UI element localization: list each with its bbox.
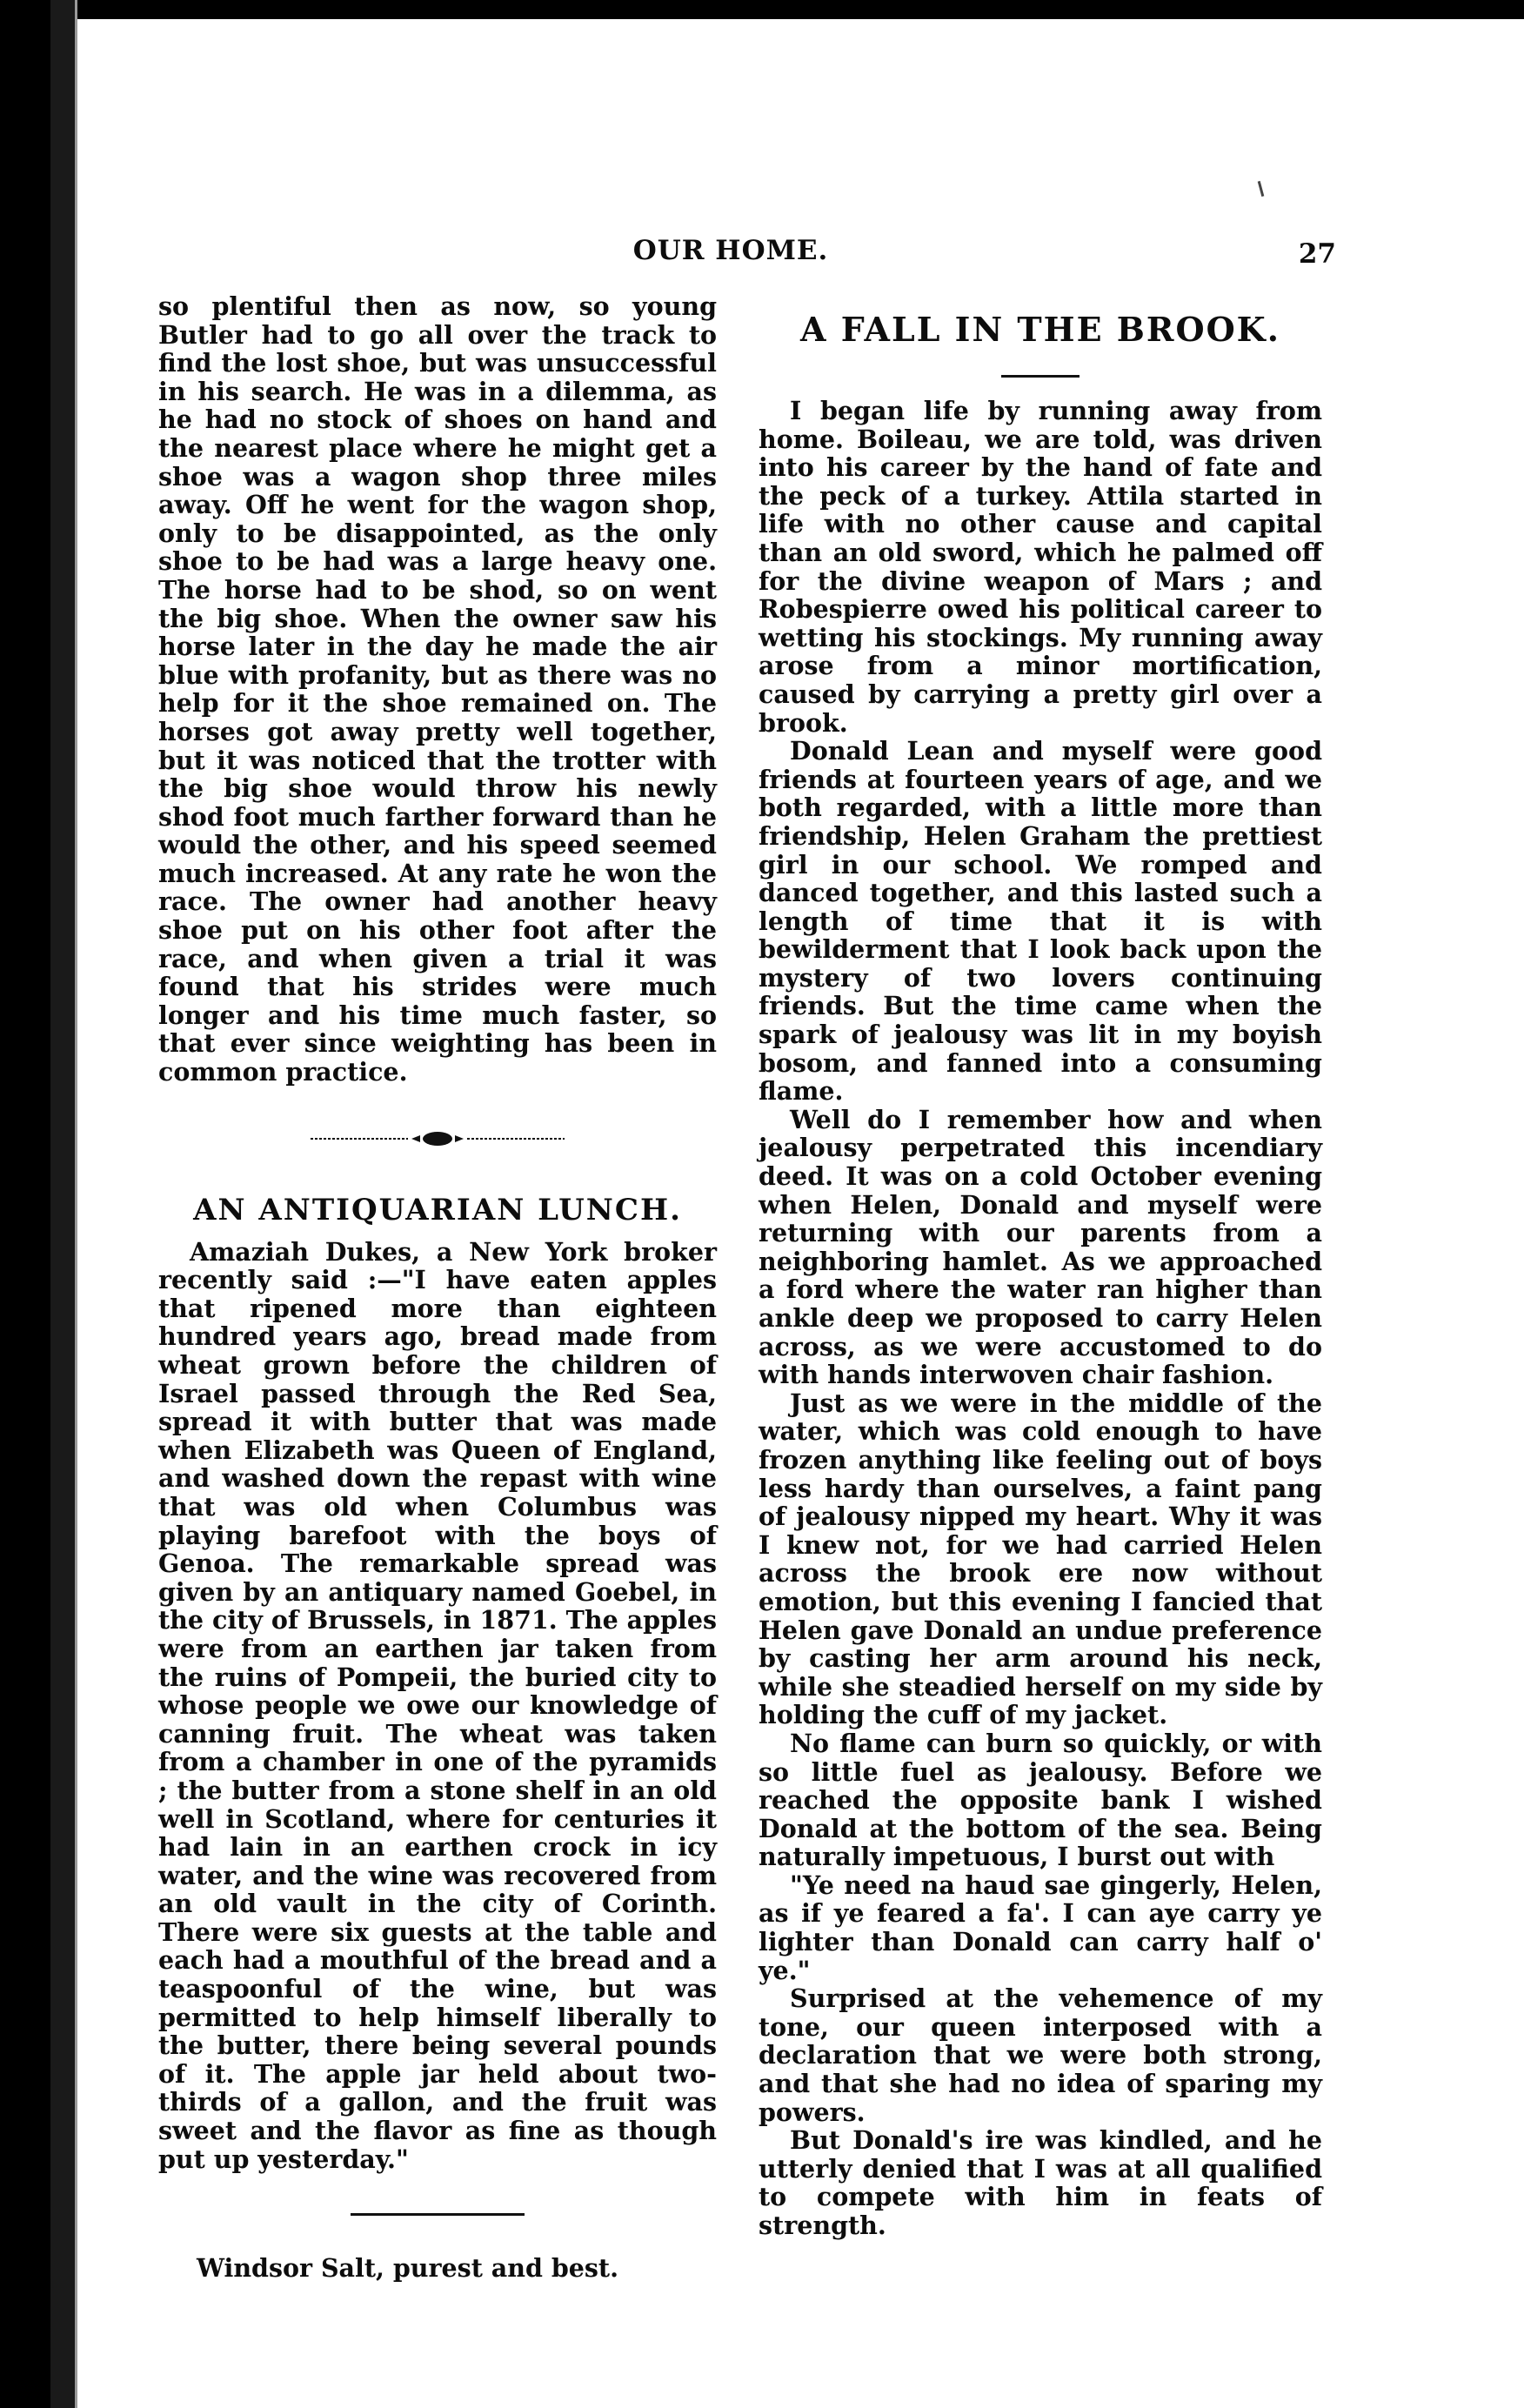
brook-dialogue-quote: "Ye need na haud sae gingerly, Helen, as if ye feared a fa'. I can aye carry ye lighter than Donald can carry half o' ye." [759, 1870, 1322, 1985]
antiquarian-lunch-body: Amaziah Dukes, a New York broker recently said :—"I have eaten apples that ripened more than eighteen hundred years ago, bread made from wheat grown before the children of Israel passed through the Red Sea, spread it with butter that was made when Elizabeth was Queen of England, and washed down the repast with wine that was old when Columbus was playing barefoot with the boys of Genoa. The remarkable spread was given by an antiquary named Goebel, in the city of Brussels, in 1871. The apples were from an earthen jar taken from the ruins of Pompeii, the buried city to whose people we owe our knowledge of canning fruit. The wheat was taken from a chamber in one of the pyramids ; the butter from a stone shelf in an old well in Scotland, where for centuries it had lain in an earthen crock in icy water, and the wine was recovered from an old vault in the city of Corinth. There were six guests at the table and each had a mouthful of the bread and a teaspoonful of the wine, but was permitted to help himself liberally to the butter, there being several pounds of it. The apple jar held about two-thirds of a gallon, and the fruit was sweet and the flavor as fine as though put up yesterday." [158, 1236, 717, 2174]
antiquarian-lunch-title: AN ANTIQUARIAN LUNCH. [193, 1192, 682, 1227]
section-divider-ornament [311, 1128, 565, 1149]
left-column [158, 292, 717, 2283]
right-column [759, 292, 1322, 2240]
brook-paragraph-7: Surprised at the vehemence of my tone, our queen interposed with a declaration that we were both strong, and that she had no idea of sparing my powers. [759, 1983, 1322, 2127]
scan-top-border [0, 0, 1524, 19]
brook-paragraph-2: Donald Lean and myself were good friends at fourteen years of age, and we both regarded, with a little more than friendship, Helen Graham the prettiest girl in our school. We romped and danced together, and this lasted such a length of time that it is with bewilderment that I look back upon the mystery of two lovers continuing friends. But the time came when the spark of jealousy was lit in my boyish bosom, and fanned into a consuming flame. [759, 736, 1322, 1107]
windsor-salt-note: Windsor Salt, purest and best. [197, 2253, 619, 2284]
page-number: 27 [1298, 238, 1336, 270]
brook-paragraph-8: But Donald's ire was kindled, and he utterly denied that I was at all qualified to compete with him in feats of strength. [759, 2125, 1322, 2240]
continued-paragraph: so plentiful then as now, so young Butler had to go all over the track to find the lost shoe, but was unsuccessful in his search. He was in a dilemma, as he had no stock of shoes on hand and the nearest place where he might get a shoe was a wagon shop three miles away. Off he went for the wagon shop, only to be disappointed, as the only shoe to be had was a large heavy one. The horse had to be shod, so on went the big shoe. When the owner saw his horse later in the day he made the air blue with profanity, but as there was no help for it the shoe remained on. The horses got away pretty well together, but it was noticed that the trotter with the big shoe would throw his newly shod foot much farther forward than he would the other, and his speed seemed much increased. At any rate he won the race. The owner had another heavy shoe put on his other foot after the race, and when given a trial it was found that his strides were much longer and his time much faster, so that ever since weighting has been in common practice. [158, 291, 717, 1087]
brook-paragraph-4: Just as we were in the middle of the water, which was cold enough to have frozen anything like feeling out of boys less hardy than ourselves, a faint pang of jealousy nipped my heart. Why it was I knew not, for we had carried Helen across the brook ere now without emotion, but this evening I fancied that Helen gave Donald an undue preference by casting her arm around his neck, while she steadied herself on my side by holding the cuff of my jacket. [759, 1388, 1322, 1730]
running-head: OUR HOME. [632, 235, 829, 266]
brook-paragraph-5: No flame can burn so quickly, or with so little fuel as jealousy. Before we reached the opposite bank I wished Donald at the bottom of the sea. Being naturally impetuous, I burst out with [759, 1728, 1322, 1872]
fall-in-brook-title: A FALL IN THE BROOK. [800, 310, 1280, 349]
scan-speck [1258, 181, 1265, 197]
brook-paragraph-1: I began life by running away from home. Boileau, we are told, was driven into his career by the hand of fate and the peck of a turkey. Attila started in life with no other cause and capital than an old sword, which he palmed off for the divine weapon of Mars ; and Robespierre owed his political career to wetting his stockings. My running away arose from a minor mortification, caused by carrying a pretty girl over a brook. [759, 396, 1322, 738]
page-edge-line [75, 0, 77, 2408]
brook-paragraph-3: Well do I remember how and when jealousy perpetrated this incendiary deed. It was on a cold October evening when Helen, Donald and myself were returning with our parents from a neighboring hamlet. As we approached a ford where the water ran higher than ankle deep we proposed to carry Helen across, as we were accustomed to do with hands interwoven chair fashion. [759, 1104, 1322, 1390]
footer-rule [351, 2213, 525, 2216]
title-rule [1001, 375, 1080, 378]
scan-binding-shadow [50, 0, 75, 2408]
